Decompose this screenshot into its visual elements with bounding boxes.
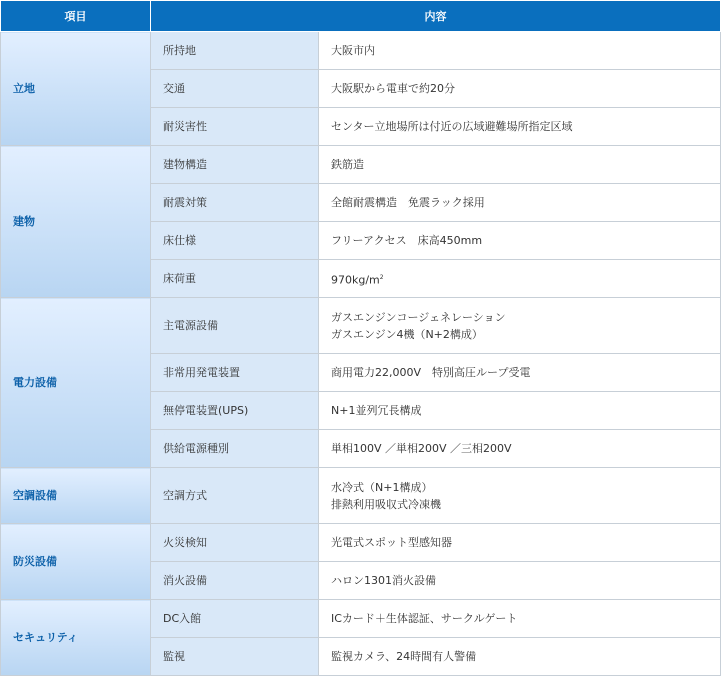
row-label: 監視 xyxy=(151,638,319,676)
floor-load-superscript: 2 xyxy=(379,273,384,281)
table-row xyxy=(1,146,721,184)
row-value-line2: ガスエンジン4機（N+2構成） xyxy=(331,327,483,341)
row-label: 空調方式 xyxy=(151,468,319,524)
row-value: フリーアクセス 床高450mm xyxy=(319,222,721,260)
row-label: 火災検知 xyxy=(151,524,319,562)
category-security: セキュリティ xyxy=(1,600,151,676)
row-label: 床荷重 xyxy=(151,260,319,298)
row-label: 無停電装置(UPS) xyxy=(151,392,319,430)
header-content: 内容 xyxy=(151,1,721,32)
row-label: 建物構造 xyxy=(151,146,319,184)
row-value: 大阪市内 xyxy=(319,32,721,70)
row-label: 所持地 xyxy=(151,32,319,70)
row-label: 耐震対策 xyxy=(151,184,319,222)
table-row xyxy=(1,32,721,70)
row-label: 非常用発電装置 xyxy=(151,354,319,392)
row-value-line1: 水冷式（N+1構成） xyxy=(331,480,433,494)
category-location: 立地 xyxy=(1,32,151,146)
category-building: 建物 xyxy=(1,146,151,298)
category-disaster-prevention: 防災設備 xyxy=(1,524,151,600)
row-value: 全館耐震構造 免震ラック採用 xyxy=(319,184,721,222)
row-value: 大阪駅から電車で約20分 xyxy=(319,70,721,108)
row-value: 監視カメラ、24時間有人警備 xyxy=(319,638,721,676)
row-value: N+1並列冗長構成 xyxy=(319,392,721,430)
row-value: ICカード＋生体認証、サークルゲート xyxy=(319,600,721,638)
row-value: ハロン1301消火設備 xyxy=(319,562,721,600)
row-value xyxy=(319,468,721,524)
row-value xyxy=(319,260,721,298)
table-header-row xyxy=(1,1,721,32)
floor-load-value: 970kg/m xyxy=(331,273,380,287)
row-value: センター立地場所は付近の広域避難場所指定区域 xyxy=(319,108,721,146)
row-value-line2: 排熱利用吸収式冷凍機 xyxy=(331,497,441,511)
category-hvac: 空調設備 xyxy=(1,468,151,524)
row-value xyxy=(319,298,721,354)
row-value: 鉄筋造 xyxy=(319,146,721,184)
row-label: 床仕様 xyxy=(151,222,319,260)
row-label: 消火設備 xyxy=(151,562,319,600)
header-item: 項目 xyxy=(1,1,151,32)
category-power: 電力設備 xyxy=(1,298,151,468)
row-label: DC入館 xyxy=(151,600,319,638)
table-row xyxy=(1,600,721,638)
row-value-line1: ガスエンジンコージェネレーション xyxy=(331,310,506,324)
row-label: 交通 xyxy=(151,70,319,108)
table-row xyxy=(1,524,721,562)
row-value: 単相100V ／単相200V ／三相200V xyxy=(319,430,721,468)
table-row xyxy=(1,298,721,354)
table-row xyxy=(1,468,721,524)
row-value: 光電式スポット型感知器 xyxy=(319,524,721,562)
row-label: 耐災害性 xyxy=(151,108,319,146)
row-label: 供給電源種別 xyxy=(151,430,319,468)
row-value: 商用電力22,000V 特別高圧ループ受電 xyxy=(319,354,721,392)
row-label: 主電源設備 xyxy=(151,298,319,354)
